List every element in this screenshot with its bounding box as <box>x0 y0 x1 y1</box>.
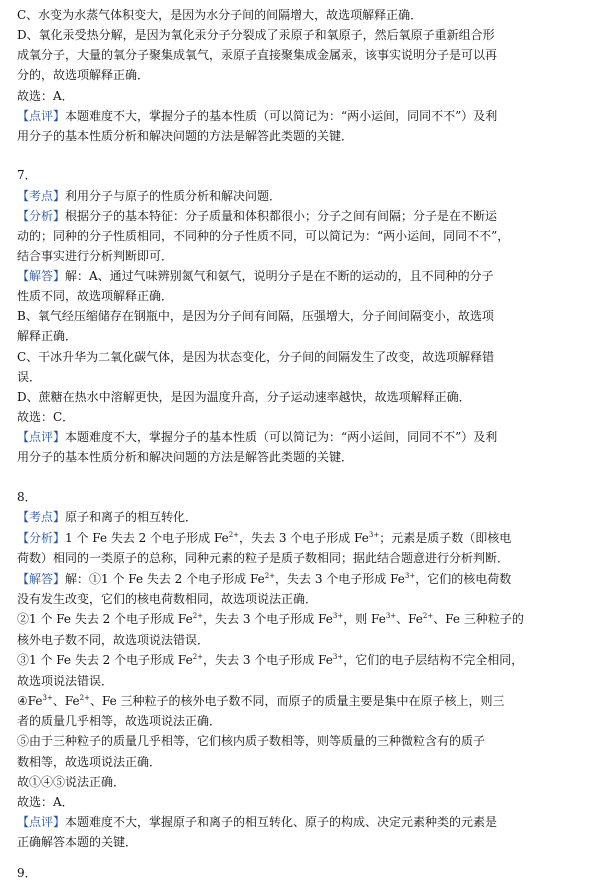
solution-line: 【解答】解：①1 个 Fe 失去 2 个电子形成 $Fe^{2+}$，失去 3 个电子形成 $Fe^{3+}$，它们的核电荷数 <box>17 572 512 586</box>
text-line: B、氧气经压缩储存在钢瓶中，是因为分子间有间隔，压强增大，分子间间隔变小，故选项 <box>17 309 494 323</box>
question-number: 8． <box>17 490 37 504</box>
comment-line: 【点评】本题难度不大，掌握分子的基本性质（可以简记为：“两小运间，同同不不”）及利 <box>17 430 498 444</box>
text-line: ⑤由于三种粒子的质量几乎相等，它们核内质子数相等，则等质量的三种微粒含有的质子 <box>17 734 486 748</box>
text-line: 没有发生改变，它们的核电荷数相同，故选项说法正确． <box>17 592 318 606</box>
text-line: 核外电子数不同，故选项说法错误． <box>17 633 210 647</box>
question-number: 7． <box>17 168 37 182</box>
text-line: ③1 个 Fe 失去 2 个电子形成 $Fe^{2+}$，失去 3 个电子形成 $Fe^{3+}$，它们的电子层结构不完全相同， <box>17 653 524 667</box>
ion-charge-superscript: 3+ <box>385 612 397 620</box>
topic-line: 【考点】原子和离子的相互转化． <box>17 510 198 524</box>
text-line: 结合事实进行分析判断即可． <box>17 249 174 263</box>
analysis-line: 【分析】根据分子的基本特征：分子质量和体积都很小；分子之间有间隔；分子是在不断运 <box>17 209 498 223</box>
text-line: D、氧化汞受热分解，是因为氧化汞分子分裂成了汞原子和氧原子，然后氧原子重新组合形 <box>17 28 495 42</box>
text-line: 动的；同种的分子性质相同，不同种的分子性质不同，可以简记为：“两小运间，同同不不”， <box>17 229 510 243</box>
text-line: $④Fe^{3+}$、$Fe^{2+}$、Fe 三种粒子的核外电子数不同，而原子的质量主要是集中在原子核上，则三 <box>17 694 505 708</box>
comment-line: 【点评】本题难度不大，掌握原子和离子的相互转化、原子的构成、决定元素种类的元素是 <box>17 815 498 829</box>
ion-charge-superscript: 2+ <box>422 612 434 620</box>
ion-charge-superscript: 2+ <box>79 694 90 702</box>
ion-charge-superscript: 3+ <box>332 612 344 620</box>
text-line: 误． <box>17 370 42 384</box>
text-line: C、干冰升华为二氧化碳气体，是因为状态变化，分子间的间隔发生了改变，故选项解释错 <box>17 350 495 364</box>
ion-charge-superscript: 3+ <box>332 653 344 661</box>
text-line: C、水变为水蒸气体积变大，是因为水分子间的间隔增大，故选项解释正确． <box>17 8 423 22</box>
comment-line: 【点评】本题难度不大，掌握分子的基本性质（可以简记为：“两小运间，同同不不”）及利 <box>17 109 498 123</box>
ion-charge-superscript: 2+ <box>192 612 204 620</box>
text-line: 数相等，故选项说法正确． <box>17 755 162 769</box>
ion-charge-superscript: 3+ <box>42 694 53 702</box>
ion-charge-superscript: 2+ <box>192 653 204 661</box>
text-line: 故选：A． <box>17 89 74 103</box>
topic-line: 【考点】利用分子与原子的性质分析和解决问题． <box>17 189 282 203</box>
text-line: 故选：C． <box>17 410 75 424</box>
ion-charge-superscript: 2+ <box>264 572 276 580</box>
text-line: 用分子的基本性质分析和解决问题的方法是解答此类题的关键． <box>17 129 354 143</box>
text-line: 正确解答本题的关键． <box>17 835 138 849</box>
ion-charge-superscript: 2+ <box>228 531 240 539</box>
text-line: 成氧分子，大量的氧分子聚集成氧气，汞原子直接聚集成金属汞，该事实说明分子是可以再 <box>17 48 498 62</box>
text-line: 分的，故选项解释正确． <box>17 68 150 82</box>
text-line: 解释正确． <box>17 329 78 343</box>
text-line: 故选：A． <box>17 795 74 809</box>
question-number: 9． <box>17 866 37 880</box>
ion-charge-superscript: 3+ <box>404 572 416 580</box>
analysis-line: 【分析】1 个 Fe 失去 2 个电子形成 $Fe^{2+}$，失去 3 个电子形成 $Fe^{3+}$；元素是质子数（即核电 <box>17 531 512 545</box>
solution-line: 【解答】解：A、通过气味辨别氮气和氨气，说明分子是在不断的运动的，且不同种的分子 <box>17 269 494 283</box>
text-line: 故①④⑤说法正确． <box>17 775 126 789</box>
text-line: 用分子的基本性质分析和解决问题的方法是解答此类题的关键． <box>17 450 354 464</box>
text-line: 荷数）相同的一类原子的总称，同种元素的粒子是质子数相同；据此结合题意进行分析判断． <box>17 551 510 565</box>
text-line: 者的质量几乎相等，故选项说法正确． <box>17 714 222 728</box>
ion-charge-superscript: 3+ <box>368 531 380 539</box>
text-line: ②1 个 Fe 失去 2 个电子形成 $Fe^{2+}$，失去 3 个电子形成 $Fe^{3+}$，则 $Fe^{3+}$、$Fe^{2+}$、Fe 三种粒子的 <box>17 612 524 626</box>
text-line: D、蔗糖在热水中溶解更快，是因为温度升高，分子运动速率越快，故选项解释正确． <box>17 390 471 404</box>
text-line: 性质不同，故选项解释正确． <box>17 289 174 303</box>
text-line: 故选项说法错误． <box>17 674 114 688</box>
